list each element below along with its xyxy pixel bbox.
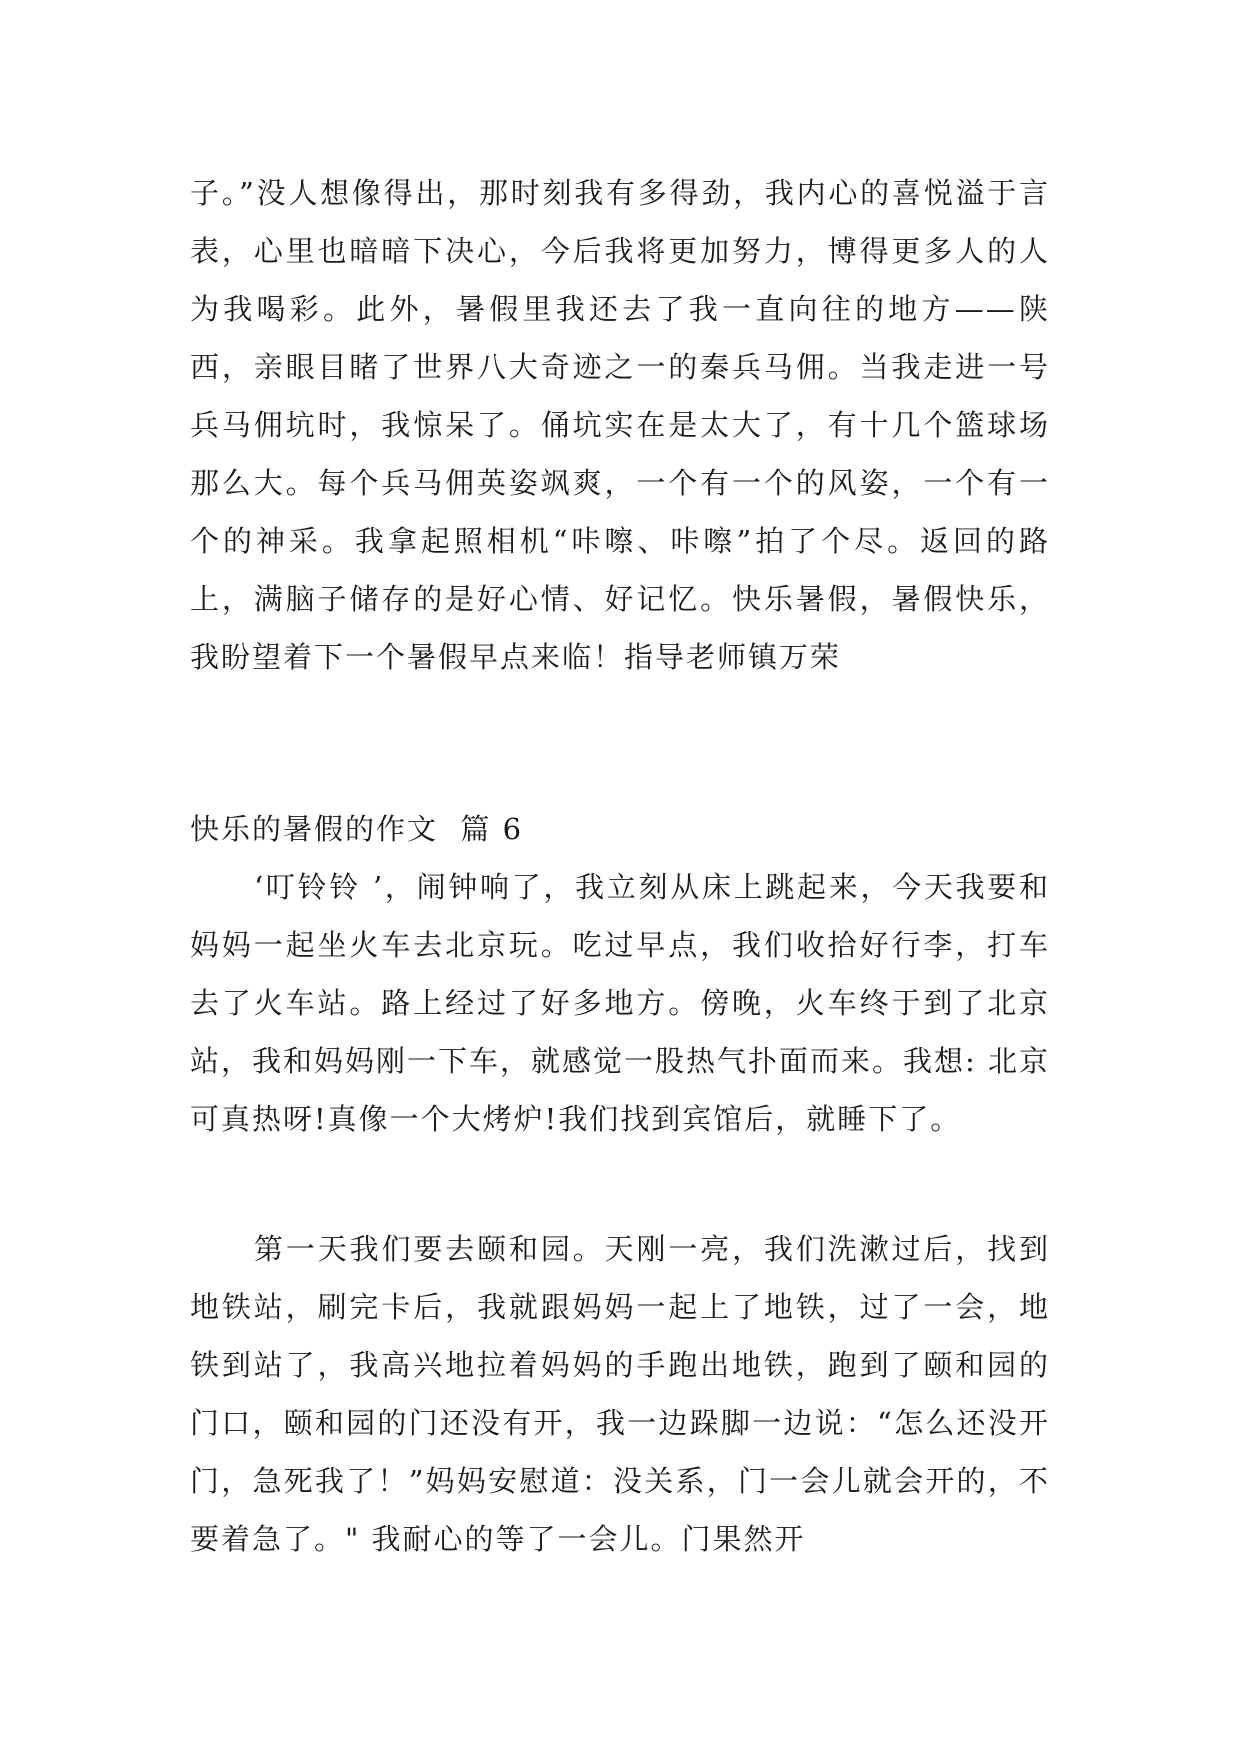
section-title: 快乐的暑假的作文 篇 6	[190, 812, 524, 846]
continued-paragraph: 子。”没人想像得出，那时刻我有多得劲，我内心的喜悦溢于言表，心里也暗暗下决心，今后我将更加努力，博得更多人的人为我喝彩。此外，暑假里我还去了我一直向往的地方——陕西，亲眼目睹了世界八大奇迹之一的秦兵马佣。当我走进一号兵马佣坑时，我惊呆了。俑坑实在是太大了，有十几个篮球场那么大。每个兵马佣英姿飒爽，一个有一个的风姿，一个有一个的神采。我拿起照相机“咔嚓、咔嚓”拍了个尽。返回的路上，满脑子储存的是好心情、好记忆。快乐暑假，暑假快乐，我盼望着下一个暑假早点来临！指导老师镇万荣	[190, 176, 1050, 674]
paragraph-1: ‘叮铃铃 ’，闹钟响了，我立刻从床上跳起来，今天我要和 妈妈一起坐火车去北京玩。吃过早点，我们收拾好行李，打车去了火车站。路上经过了好多地方。傍晚，火车终于到了北京站，我和妈妈刚一下车，就感觉一股热气扑面而来。我想: 北京可真热呀!真像一个大烤炉!我们找到宾馆后，就睡下了。	[190, 870, 1050, 1136]
paragraph-2: 第一天我们要去颐和园。天刚一亮，我们洗漱过后，找到地铁站，刷完卡后，我就跟妈妈一起上了地铁，过了一会，地铁到站了，我高兴地拉着妈妈的手跑出地铁，跑到了颐和园的门口，颐和园的门还没有开，我一边跺脚一边说：“怎么还没开门，急死我了！”妈妈安慰道：没关系，门一会儿就会开的，不要着急了。" 我耐心的等了一会儿。门果然开	[190, 1232, 1050, 1556]
